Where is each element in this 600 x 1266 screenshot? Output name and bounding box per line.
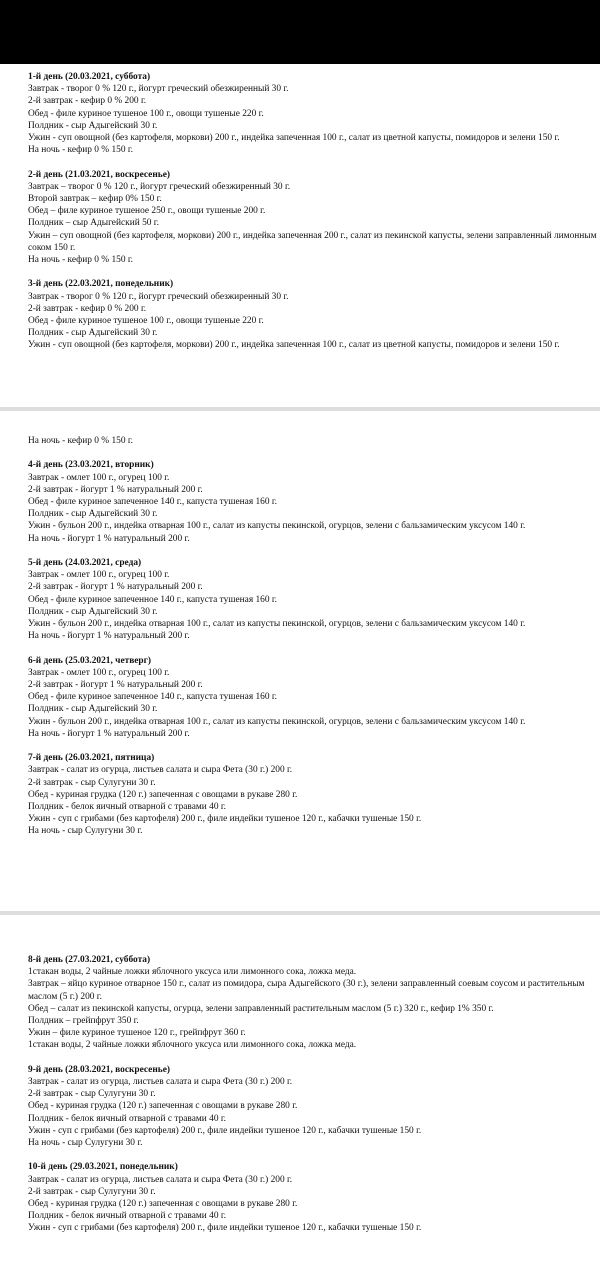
meal-line: Завтрак - творог 0 % 120 г., йогурт греческий обезжиренный 30 г.	[28, 84, 289, 95]
meal-line: Ужин - суп с грибами (без картофеля) 200 г., филе индейки тушеное 120 г., кабачки тушеные 150 г.	[28, 814, 422, 825]
day-block	[28, 1064, 600, 1149]
day-title: 1-й день (20.03.2021, суббота)	[28, 72, 151, 82]
meal-line: 2-й завтрак - сыр Сулугуни 30 г.	[28, 777, 156, 788]
meal-line: Обед - куриная грудка (120 г.) запеченная с овощами в рукаве 280 г.	[28, 789, 298, 800]
meal-line: Ужин – суп овощной (без картофеля, моркови) 200 г., индейка запеченная 200 г., салат из пекинской капусты, зелени заправленный лимонным	[28, 230, 597, 241]
meal-line: Обед - куриная грудка (120 г.) запеченная с овощами в рукаве 280 г.	[28, 1101, 298, 1112]
day-title: 7-й день (26.03.2021, пятница)	[28, 753, 155, 764]
meal-line: Полдник - сыр Адыгейский 30 г.	[28, 606, 158, 617]
meal-line: Завтрак - омлет 100 г., огурец 100 г.	[28, 570, 170, 581]
meal-line: Завтрак - салат из огурца, листьев салата и сыра Фета (30 г.) 200 г.	[28, 1077, 293, 1088]
day-block	[28, 459, 600, 544]
meal-line: Ужин - бульон 200 г., индейка отварная 100 г., салат из капусты пекинской, огурцов, зелени с бальзамическим уксусом 140 г.	[28, 521, 526, 532]
document-page-3	[0, 915, 600, 1266]
meal-line: Завтрак - салат из огурца, листьев салата и сыра Фета (30 г.) 200 г.	[28, 765, 293, 776]
day-block	[28, 71, 600, 156]
day-block	[28, 557, 600, 642]
meal-line: 1стакан воды, 2 чайные ложки яблочного уксуса или лимонного сока, ложка меда.	[28, 1040, 357, 1051]
meal-line: Ужин - бульон 200 г., индейка отварная 100 г., салат из капусты пекинской, огурцов, зелени с бальзамическим уксусом 140 г.	[28, 716, 526, 727]
meal-line: соком 150 г.	[28, 242, 76, 253]
meal-line: Полдник – сыр Адыгейский 50 г.	[28, 218, 159, 229]
day-title: 9-й день (28.03.2021, воскресенье)	[28, 1064, 170, 1075]
meal-line: Обед - филе куриное тушеное 100 г., овощи тушеные 220 г.	[28, 108, 264, 119]
meal-line: Полдник - белок яичный отварной с травами 40 г.	[28, 802, 227, 813]
meal-line: 1стакан воды, 2 чайные ложки яблочного уксуса или лимонного сока, ложка меда.	[28, 967, 357, 978]
day-block	[28, 278, 600, 351]
meal-line: Завтрак - творог 0 % 120 г., йогурт греческий обезжиренный 30 г.	[28, 291, 289, 302]
day-block	[28, 169, 600, 267]
meal-line: Ужин - суп овощной (без картофеля, моркови) 200 г., индейка запеченная 100 г., салат из цветной капусты, помидоров и зелени 150 г.	[28, 340, 560, 351]
meal-line: На ночь - кефир 0 % 150 г.	[28, 145, 133, 156]
meal-line: Завтрак – яйцо куриное отварное 150 г., салат из помидора, сыра Адыгейского (30 г.), зелени заправленный соевым соусом и растительным	[28, 979, 585, 990]
meal-line: Завтрак - омлет 100 г., огурец 100 г.	[28, 472, 170, 483]
meal-line: Полдник - сыр Адыгейский 30 г.	[28, 509, 158, 520]
top-black-bar	[0, 0, 600, 64]
day-block	[28, 954, 600, 1052]
meal-line: На ночь - кефир 0 % 150 г.	[28, 255, 133, 266]
day-title: 10-й день (29.03.2021, понедельник)	[28, 1162, 178, 1173]
meal-line: Полдник – грейпфрут 350 г.	[28, 1016, 139, 1027]
meal-line: Ужин – филе куриное тушеное 120 г., грейпфрут 360 г.	[28, 1028, 246, 1039]
meal-line: На ночь - кефир 0 % 150 г.	[28, 436, 133, 446]
day-title: 2-й день (21.03.2021, воскресенье)	[28, 169, 170, 180]
meal-line: Завтрак – творог 0 % 120 г., йогурт греческий обезжиренный 30 г.	[28, 181, 291, 192]
meal-line: Полдник - сыр Адыгейский 30 г.	[28, 120, 158, 131]
meal-line: Ужин - бульон 200 г., индейка отварная 100 г., салат из капусты пекинской, огурцов, зелени с бальзамическим уксусом 140 г.	[28, 619, 526, 630]
meal-line: На ночь - сыр Сулугуни 30 г.	[28, 1138, 143, 1149]
meal-line: Ужин - суп овощной (без картофеля, моркови) 200 г., индейка запеченная 100 г., салат из цветной капусты, помидоров и зелени 150 г.	[28, 133, 560, 144]
meal-line: На ночь - сыр Сулугуни 30 г.	[28, 826, 143, 837]
meal-line: 2-й завтрак - кефир 0 % 200 г.	[28, 96, 147, 107]
day-title: 5-й день (24.03.2021, среда)	[28, 558, 142, 568]
meal-line: Полдник - сыр Адыгейский 30 г.	[28, 704, 158, 715]
meal-line: Полдник - белок яичный отварной с травами 40 г.	[28, 1113, 227, 1124]
meal-line: Обед - филе куриное тушеное 100 г., овощи тушеные 220 г.	[28, 316, 264, 327]
day-block	[28, 1161, 600, 1234]
document-page-1	[0, 64, 600, 407]
day-title: 3-й день (22.03.2021, понедельник)	[28, 279, 174, 290]
meal-line: 2-й завтрак - сыр Сулугуни 30 г.	[28, 1089, 156, 1100]
meal-line: На ночь - йогурт 1 % натуральный 200 г.	[28, 631, 190, 642]
meal-line: 2-й завтрак - йогурт 1 % натуральный 200 г.	[28, 680, 203, 691]
day-title: 8-й день (27.03.2021, суббота)	[28, 955, 151, 965]
meal-line: 2-й завтрак - йогурт 1 % натуральный 200 г.	[28, 582, 203, 593]
meal-line: Обед – салат из пекинской капусты, огурца, зелени заправленный растительным маслом (5 г.) 320 г., кефир 1% 350 г.	[28, 1003, 494, 1014]
day-block	[28, 752, 600, 837]
meal-line: Завтрак - салат из огурца, листьев салата и сыра Фета (30 г.) 200 г.	[28, 1174, 293, 1185]
meal-line: Обед - филе куриное запеченное 140 г., капуста тушеная 160 г.	[28, 594, 278, 605]
meal-line: Ужин - суп с грибами (без картофеля) 200 г., филе индейки тушеное 120 г., кабачки тушеные 150 г.	[28, 1223, 422, 1234]
meal-line: Обед - филе куриное запеченное 140 г., капуста тушеная 160 г.	[28, 692, 278, 703]
day-title: 6-й день (25.03.2021, четверг)	[28, 655, 152, 666]
day-block	[28, 655, 600, 740]
day-title: 4-й день (23.03.2021, вторник)	[28, 460, 154, 471]
meal-line: Полдник - белок яичный отварной с травами 40 г.	[28, 1211, 227, 1222]
meal-line: Обед - филе куриное запеченное 140 г., капуста тушеная 160 г.	[28, 497, 278, 507]
meal-line: Ужин - суп с грибами (без картофеля) 200 г., филе индейки тушеное 120 г., кабачки тушеные 150 г.	[28, 1125, 422, 1136]
meal-line: На ночь - йогурт 1 % натуральный 200 г.	[28, 533, 190, 544]
day-block	[28, 435, 600, 447]
meal-line: Второй завтрак – кефир 0% 150 г.	[28, 194, 162, 205]
meal-line: Обед - куриная грудка (120 г.) запеченная с овощами в рукаве 280 г.	[28, 1199, 298, 1210]
meal-line: 2-й завтрак - кефир 0 % 200 г.	[28, 303, 147, 314]
meal-line: Завтрак - омлет 100 г., огурец 100 г.	[28, 667, 170, 678]
meal-line: 2-й завтрак - йогурт 1 % натуральный 200 г.	[28, 484, 203, 495]
meal-line: маслом (5 г.) 200 г.	[28, 991, 102, 1002]
document-page-2	[0, 411, 600, 911]
meal-line: На ночь - йогурт 1 % натуральный 200 г.	[28, 728, 190, 739]
meal-line: Полдник - сыр Адыгейский 30 г.	[28, 328, 158, 339]
meal-line: 2-й завтрак - сыр Сулугуни 30 г.	[28, 1186, 156, 1197]
meal-line: Обед – филе куриное тушеное 250 г., овощи тушеные 200 г.	[28, 206, 266, 217]
